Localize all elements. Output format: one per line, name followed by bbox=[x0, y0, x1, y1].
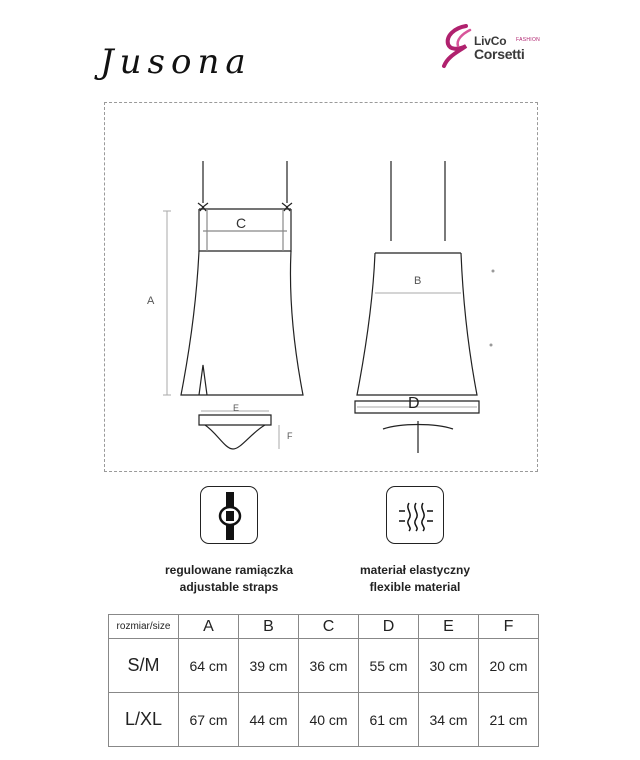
logo-text-corsetti: Corsetti bbox=[474, 46, 525, 62]
table-cell: 40 cm bbox=[299, 693, 359, 747]
header-e: E bbox=[419, 615, 479, 639]
adjustable-strap-icon bbox=[200, 486, 258, 544]
dim-label-a: A bbox=[147, 295, 155, 307]
garment-diagram bbox=[104, 102, 538, 472]
dim-label-d: D bbox=[408, 395, 420, 412]
table-cell: 44 cm bbox=[239, 693, 299, 747]
table-cell: 20 cm bbox=[479, 639, 539, 693]
header-b: B bbox=[239, 615, 299, 639]
feature-straps-text bbox=[139, 562, 319, 596]
table-cell: 34 cm bbox=[419, 693, 479, 747]
table-cell: 36 cm bbox=[299, 639, 359, 693]
logo-tag: FASHION bbox=[516, 37, 541, 43]
product-name: Jusona bbox=[100, 42, 252, 82]
feature-material-en: flexible material bbox=[369, 580, 461, 594]
elastic-material-icon bbox=[386, 486, 444, 544]
table-row bbox=[109, 693, 539, 747]
table-cell: 30 cm bbox=[419, 639, 479, 693]
table-cell: 61 cm bbox=[359, 693, 419, 747]
feature-material-pl: materiał elastyczny bbox=[359, 563, 471, 577]
dim-label-f: F bbox=[287, 431, 293, 441]
header-size: rozmiar/size bbox=[109, 615, 179, 639]
header-a: A bbox=[179, 615, 239, 639]
table-cell: 39 cm bbox=[239, 639, 299, 693]
header-f: F bbox=[479, 615, 539, 639]
table-cell: 67 cm bbox=[179, 693, 239, 747]
size-table bbox=[108, 614, 539, 747]
front-view bbox=[181, 161, 303, 449]
dim-label-e: E bbox=[233, 403, 240, 413]
feature-straps-en: adjustable straps bbox=[179, 580, 279, 594]
table-header-row bbox=[109, 615, 539, 639]
dim-label-c: C bbox=[236, 215, 247, 231]
header-d: D bbox=[359, 615, 419, 639]
brand-logo bbox=[440, 22, 550, 74]
table-row bbox=[109, 639, 539, 693]
feature-straps-pl: regulowane ramiączka bbox=[164, 563, 294, 577]
dim-label-b: B bbox=[414, 275, 422, 287]
size-sm: S/M bbox=[109, 639, 179, 693]
table-cell: 21 cm bbox=[479, 693, 539, 747]
garment-drawing bbox=[105, 103, 539, 473]
size-lxl: L/XL bbox=[109, 693, 179, 747]
header-c: C bbox=[299, 615, 359, 639]
logo-text-livco: LivCo bbox=[474, 34, 507, 48]
table-cell: 55 cm bbox=[359, 639, 419, 693]
table-cell: 64 cm bbox=[179, 639, 239, 693]
feature-material-text bbox=[325, 562, 505, 596]
